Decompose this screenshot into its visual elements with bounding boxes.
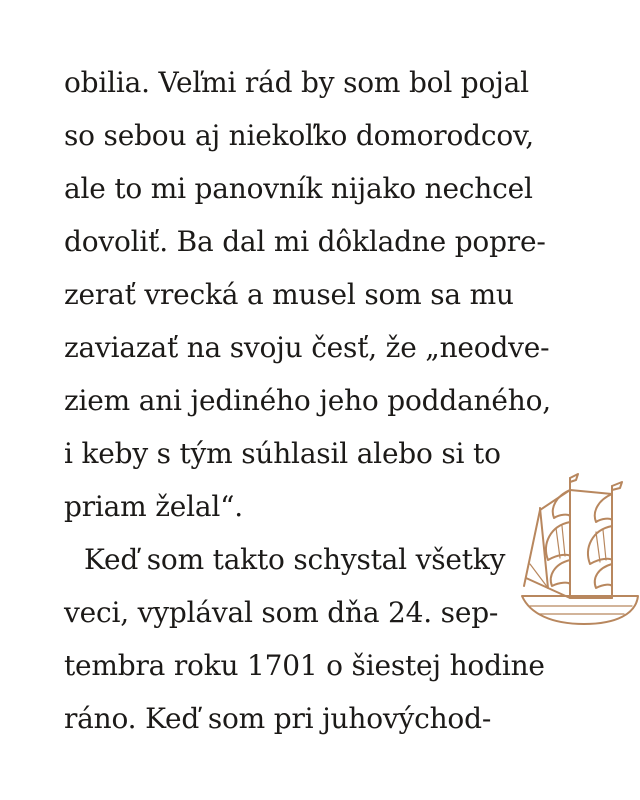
body-text <box>64 56 551 745</box>
text-line: dovoliť. Ba dal mi dôkladne popre- <box>64 225 546 258</box>
text-line: ale to mi panovník nijako nechcel <box>64 172 533 205</box>
text-line: tembra roku 1701 o šiestej hodine <box>64 649 545 682</box>
text-line: zerať vrecká a musel som sa mu <box>64 278 514 311</box>
text-line: zaviazať na svoju česť, že „neodve- <box>64 331 550 364</box>
text-line: ráno. Keď som pri juhovýchod- <box>64 702 492 735</box>
text-line: so sebou aj niekoľko domorodcov, <box>64 119 535 152</box>
text-line: obilia. Veľmi rád by som bol pojal <box>64 66 529 99</box>
text-line: Keď som takto schystal všetky <box>84 543 506 576</box>
sailing-ship-icon <box>520 468 640 628</box>
text-line: veci, vyplával som dňa 24. sep- <box>64 596 499 629</box>
text-line: priam želal“. <box>64 490 243 523</box>
text-line: i keby s tým súhlasil alebo si to <box>64 437 501 470</box>
text-line: ziem ani jediného jeho poddaného, <box>64 384 551 417</box>
